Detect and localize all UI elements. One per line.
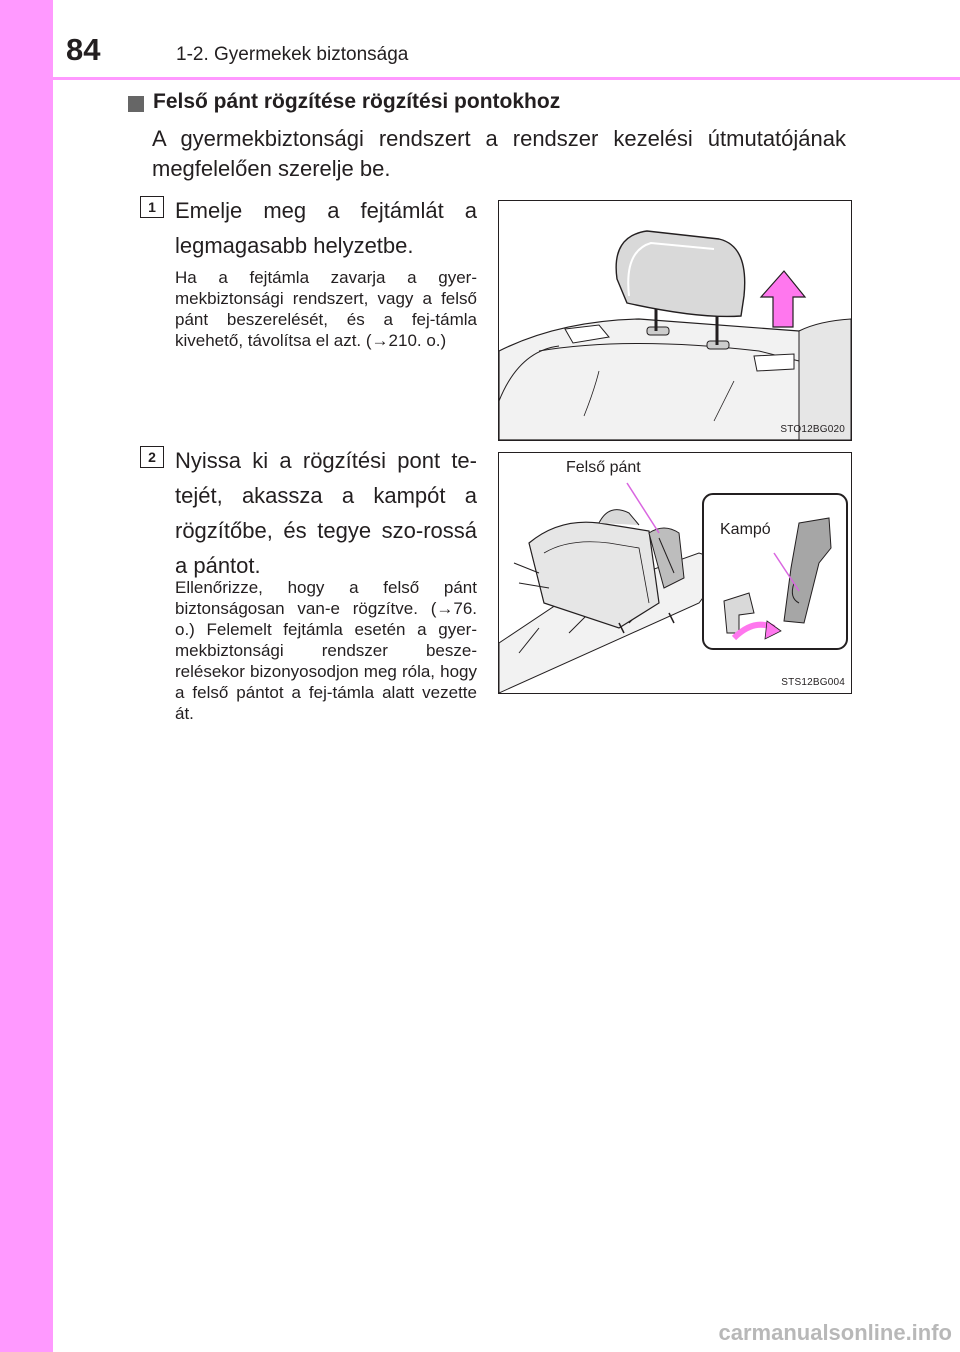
intro-paragraph: A gyermekbiztonsági rendszert a rendszer kezelési útmutatójának megfelelően szerelje be. [152, 126, 846, 181]
callout-hook: Kampó [720, 521, 771, 538]
tether-strap-illustration [499, 453, 851, 693]
headrest-illustration [499, 201, 851, 440]
step-number-1: 1 [140, 196, 164, 218]
step-1-note: Ha a fejtámla zavarja a gyer-mekbiztonsági rendszert, vagy a felső pánt beszerelését, és a fej-támla kivehető, távolítsa el azt. (→210. o.) [175, 268, 477, 350]
tether-strap-figure [498, 452, 852, 694]
side-color-band [0, 0, 53, 1352]
step-number-2: 2 [140, 446, 164, 468]
subheading: Felső pánt rögzítése rögzítési pontokhoz [153, 90, 561, 113]
page-number: 84 [66, 32, 101, 67]
step-1-text: Emelje meg a fejtámlát a legmagasabb helyzetbe. [175, 198, 477, 258]
section-title: 1-2. Gyermekek biztonsága [176, 44, 409, 65]
figure-code: STS12BG004 [781, 677, 845, 688]
header-rule [53, 77, 960, 80]
step-2-text: Nyissa ki a rögzítési pont te-tejét, akassza a kampót a rögzítőbe, és tegye szo-rossá a pántot. [175, 448, 477, 578]
callout-upper-strap: Felső pánt [566, 459, 641, 476]
figure-code: STO12BG020 [780, 424, 845, 435]
bullet-square-icon [128, 96, 144, 112]
watermark: carmanualsonline.info [718, 1320, 952, 1345]
step-2-note: Ellenőrizze, hogy a felső pánt biztonságosan van-e rögzítve. (→76. o.) Felemelt fejtámla esetén a gyer-mekbiztonsági rendszer besze-relésekor bizonyosodjon meg róla, hogy a felső pántot a fej-támla alatt vezette át. [175, 578, 477, 723]
headrest-figure [498, 200, 852, 441]
